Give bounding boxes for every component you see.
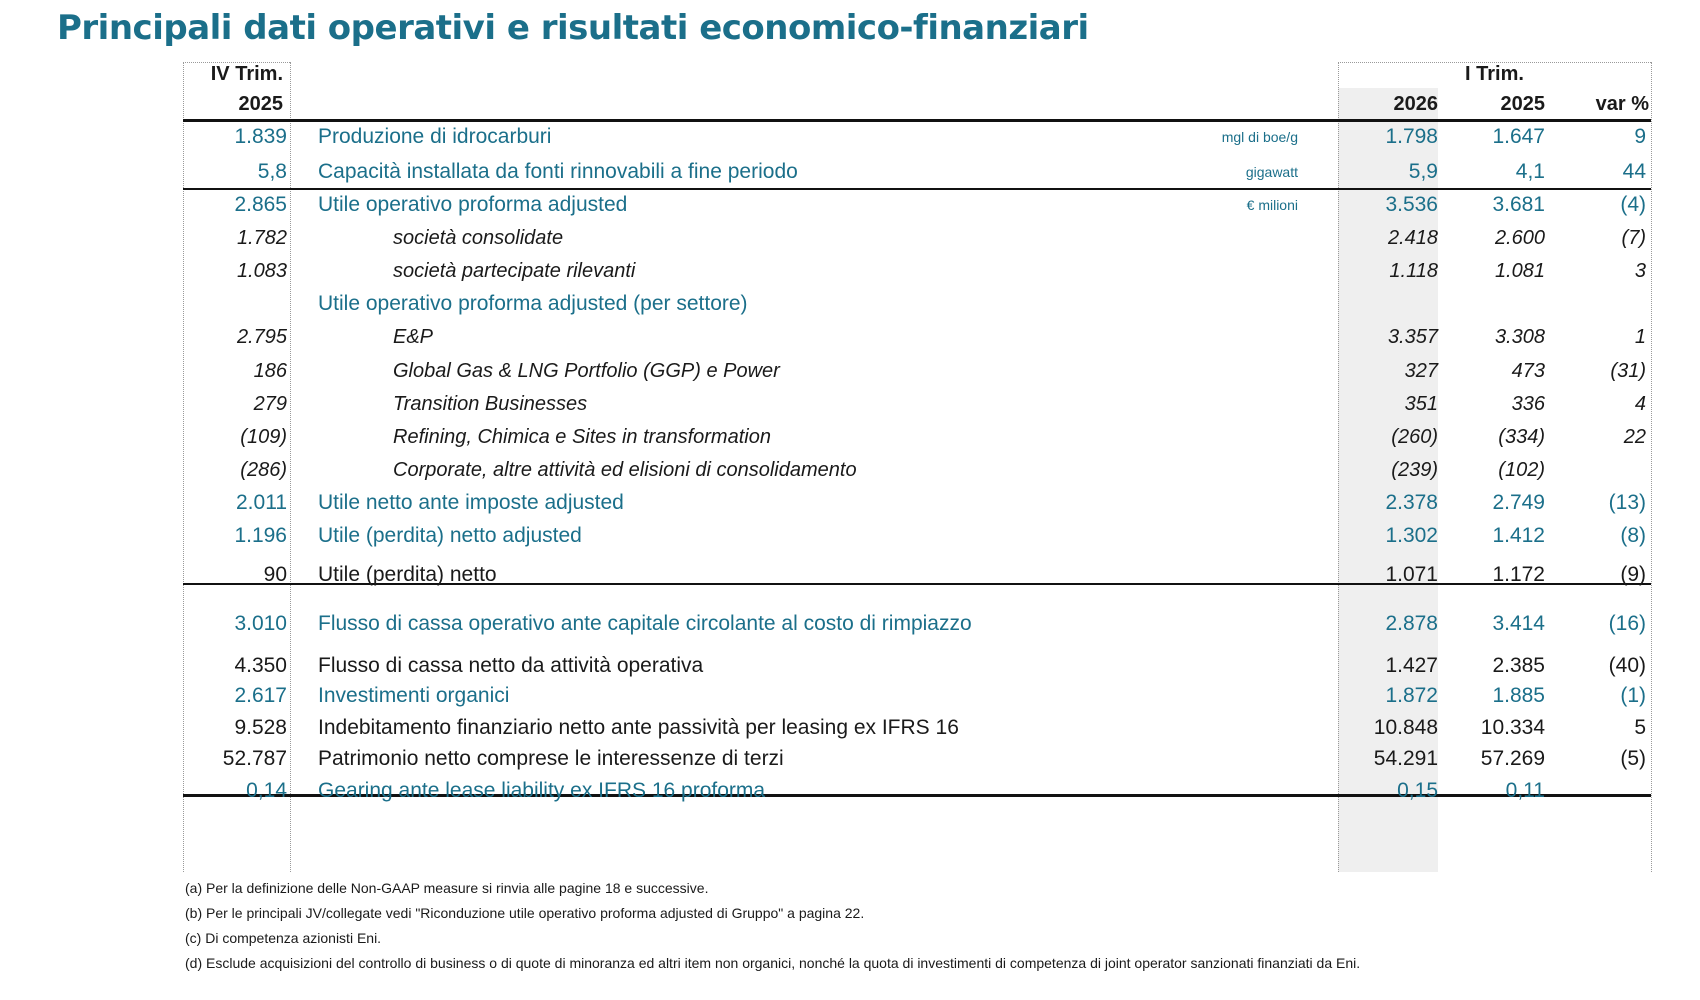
row-label: Patrimonio netto comprese le interessenze di terzi (318, 747, 784, 770)
q1-2025-value: (334) (1498, 426, 1545, 448)
table-row (183, 224, 1651, 252)
q4-2025-value: 2.865 (234, 193, 287, 216)
footnotes (185, 876, 1665, 976)
row-label: Utile (perdita) netto (318, 563, 497, 586)
row-label: Investimenti organici (318, 684, 510, 707)
right-border (1651, 62, 1652, 872)
q1-2025-value: 1.081 (1494, 260, 1545, 282)
q1-2025-value: 1.412 (1492, 524, 1545, 547)
table-row (183, 522, 1651, 550)
table-row (183, 652, 1651, 680)
row-label: Utile operativo proforma adjusted (318, 193, 628, 216)
table-row (183, 489, 1651, 517)
table-row (183, 423, 1651, 451)
variation-percent: (5) (1620, 747, 1646, 770)
q1-2026-value: 10.848 (1373, 716, 1438, 739)
row-label: Flusso di cassa netto da attività operativa (318, 654, 704, 677)
table-row (183, 610, 1651, 638)
row-label: società consolidate (393, 227, 564, 249)
q4-2025-value: 5,8 (257, 160, 287, 183)
variation-percent: (1) (1620, 684, 1646, 707)
q1-2026-value: 1.071 (1385, 563, 1438, 586)
table-row (183, 390, 1651, 418)
variation-percent: (7) (1621, 227, 1646, 249)
footnote: (c) Di competenza azionisti Eni. (185, 930, 382, 946)
variation-percent: (31) (1610, 360, 1646, 382)
q1-2026-value: (260) (1391, 426, 1438, 448)
q4-2025-value: 186 (253, 360, 287, 382)
q4-2025-value: 9.528 (234, 716, 287, 739)
q4-2025-value: 279 (253, 393, 287, 415)
q1-2026-value: 1.118 (1389, 260, 1438, 282)
q4-2025-value: 2.617 (234, 684, 287, 707)
q1-2025-value: 2.600 (1494, 227, 1545, 249)
q1-2026-value: 54.291 (1373, 747, 1438, 770)
q1-2026-value: 0,15 (1397, 779, 1438, 802)
row-label: Utile (perdita) netto adjusted (318, 524, 582, 547)
row-label: Transition Businesses (393, 393, 588, 415)
q1-2026-value: 1.427 (1385, 654, 1438, 677)
q1-2026-value: 5,9 (1408, 160, 1438, 183)
row-label: Utile operativo proforma adjusted (per settore) (318, 292, 748, 315)
q4-2025-value: 1.196 (234, 524, 287, 547)
row-label: Refining, Chimica e Sites in transformation (393, 426, 771, 448)
row-label: Capacità installata da fonti rinnovabili a fine periodo (318, 160, 798, 183)
unit-label: mgl di boe/g (1221, 129, 1298, 145)
q1-2025-value: 3.681 (1492, 193, 1545, 216)
table-row (183, 561, 1651, 589)
table-row (183, 158, 1651, 186)
q4-2025-value: 4.350 (234, 654, 287, 677)
q4-2025-value: 52.787 (222, 747, 287, 770)
variation-percent: (40) (1608, 654, 1646, 677)
q4-2025-value: 1.839 (234, 125, 287, 148)
table-row (183, 123, 1651, 151)
q1-2025-value: 2.385 (1492, 654, 1545, 677)
q1-2026-value: (239) (1391, 459, 1438, 481)
variation-percent: 9 (1634, 125, 1646, 148)
q4-2025-value: (109) (240, 426, 287, 448)
q1-2026-value: 327 (1404, 360, 1438, 382)
row-label: E&P (393, 326, 434, 348)
header-right-period: I Trim. (1465, 63, 1524, 85)
variation-percent: 4 (1634, 393, 1646, 415)
q1-2025-value: 3.308 (1494, 326, 1545, 348)
footnote: (d) Esclude acquisizioni del controllo di business o di quote di minoranza ed altri item non organici, nonché la quota di investimenti di competenza di joint operator sanzionati finanziati da Eni. (185, 955, 1361, 971)
table-row (183, 290, 1651, 318)
variation-percent: (9) (1620, 563, 1646, 586)
header-rule (183, 119, 1651, 122)
row-label: Indebitamento finanziario netto ante passività per leasing ex IFRS 16 (318, 716, 959, 739)
table-row (183, 745, 1651, 773)
row-label: Gearing ante lease liability ex IFRS 16 proforma (318, 779, 766, 802)
table-row (183, 456, 1651, 484)
table-row (183, 191, 1651, 219)
q1-2025-value: 0,11 (1505, 779, 1545, 802)
q1-2026-value: 1.302 (1385, 524, 1438, 547)
q4-2025-value: (286) (240, 459, 287, 481)
variation-percent: (4) (1620, 193, 1646, 216)
q4-2025-value: 90 (263, 563, 287, 586)
row-label: Produzione di idrocarburi (318, 125, 552, 148)
table-row (183, 682, 1651, 710)
row-label: Utile netto ante imposte adjusted (318, 491, 624, 514)
q1-2026-value: 2.418 (1387, 227, 1438, 249)
q1-2025-value: 1.172 (1492, 563, 1545, 586)
q1-2025-value: 4,1 (1515, 160, 1545, 183)
variation-percent: 22 (1623, 426, 1646, 448)
q4-2025-value: 3.010 (234, 612, 287, 635)
table-row (183, 714, 1651, 742)
table-row (183, 323, 1651, 351)
variation-percent: 3 (1634, 260, 1646, 282)
q1-2026-value: 2.378 (1385, 491, 1438, 514)
table-row (183, 777, 1651, 805)
table-row (183, 257, 1651, 285)
q1-2025-value: 473 (1511, 360, 1545, 382)
q4-2025-value: 0,14 (246, 779, 287, 802)
header-left-period: IV Trim. (210, 63, 283, 85)
header-left-year: 2025 (238, 93, 283, 115)
q1-2025-value: 57.269 (1480, 747, 1545, 770)
q1-2026-value: 3.357 (1387, 326, 1438, 348)
q1-2026-value: 2.878 (1385, 612, 1438, 635)
financial-table (183, 62, 1651, 872)
q1-2026-value: 3.536 (1385, 193, 1438, 216)
variation-percent: (13) (1608, 491, 1646, 514)
header-col-var: var % (1595, 93, 1649, 115)
row-label: Corporate, altre attività ed elisioni di consolidamento (393, 459, 857, 481)
q1-2025-value: 2.749 (1492, 491, 1545, 514)
q1-2025-value: 1.885 (1492, 684, 1545, 707)
q1-2025-value: (102) (1498, 459, 1545, 481)
page-title: Principali dati operativi e risultati economico-finanziari (57, 8, 1089, 48)
footnote: (b) Per le principali JV/collegate vedi "Riconduzione utile operativo proforma adjusted di Gruppo" a pagina 22. (185, 905, 865, 921)
footnote: (a) Per la definizione delle Non-GAAP measure si rinvia alle pagine 18 e successive. (185, 880, 709, 896)
variation-percent: 44 (1622, 160, 1646, 183)
variation-percent: 1 (1634, 326, 1646, 348)
row-label: Global Gas & LNG Portfolio (GGP) e Power (393, 360, 780, 382)
table-row (183, 357, 1651, 385)
q1-2025-value: 1.647 (1492, 125, 1545, 148)
header-col-2025: 2025 (1500, 93, 1545, 115)
row-label: Flusso di cassa operativo ante capitale circolante al costo di rimpiazzo (318, 612, 972, 635)
unit-label: € milioni (1246, 197, 1298, 213)
variation-percent: (16) (1608, 612, 1646, 635)
q1-2025-value: 336 (1511, 393, 1545, 415)
q4-2025-value: 1.083 (236, 260, 287, 282)
q4-2025-value: 1.782 (236, 227, 287, 249)
q1-2025-value: 3.414 (1492, 612, 1545, 635)
q1-2026-value: 1.872 (1385, 684, 1438, 707)
variation-percent: 5 (1634, 716, 1646, 739)
q1-2026-value: 1.798 (1385, 125, 1438, 148)
q4-2025-value: 2.011 (236, 491, 287, 514)
row-label: società partecipate rilevanti (393, 260, 636, 282)
section-rule (183, 188, 1651, 190)
q1-2026-value: 351 (1404, 393, 1438, 415)
q1-2025-value: 10.334 (1480, 716, 1545, 739)
variation-percent: (8) (1620, 524, 1646, 547)
unit-label: gigawatt (1245, 164, 1298, 180)
q4-2025-value: 2.795 (236, 326, 287, 348)
header-col-2026: 2026 (1393, 93, 1438, 115)
